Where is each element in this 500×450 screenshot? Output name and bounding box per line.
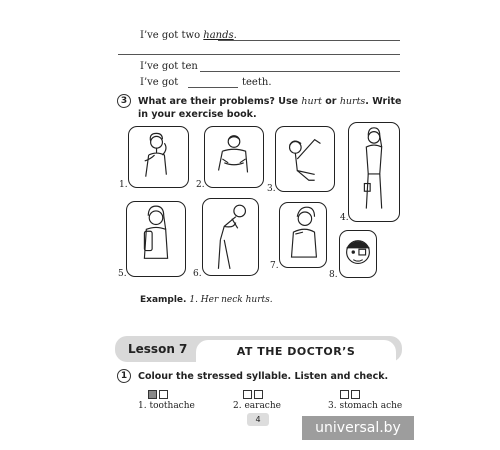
picture-label-8: 8. — [329, 270, 338, 280]
watermark: universal.by — [302, 416, 414, 440]
full-answer-line — [118, 54, 400, 55]
exercise-1-instruction: Colour the stressed syllable. Listen and check. — [138, 371, 389, 382]
picture-label-3: 3. — [267, 184, 276, 194]
line3-suffix: teeth. — [242, 77, 272, 88]
syllable-box-filled[interactable] — [148, 390, 157, 399]
line2-prefix: I’ve got ten — [140, 61, 198, 72]
lesson-title: AT THE DOCTOR’S — [236, 345, 356, 358]
leg-pain-icon — [275, 126, 335, 192]
picture-label-1: 1. — [119, 180, 128, 190]
picture-label-4: 4. — [340, 213, 349, 223]
picture-label-7: 7. — [270, 261, 279, 271]
instruction-word-hurts: hurts — [339, 96, 366, 107]
line2-answer-line — [200, 71, 400, 72]
example-text: 1. Her neck hurts. — [189, 295, 273, 305]
line1-suffix: . — [233, 30, 237, 41]
page-number: 4 — [247, 413, 269, 426]
shoulder-pain-icon — [279, 202, 327, 268]
line3-answer-line — [188, 87, 238, 88]
top-answer-line — [218, 40, 400, 41]
line3-prefix: I’ve got — [140, 77, 179, 88]
word-earache: 2. earache — [233, 401, 281, 411]
neck-pain-icon — [128, 126, 189, 188]
line1-prefix: I’ve got two — [140, 30, 201, 41]
arm-pain-icon — [126, 201, 186, 277]
word-stomach-ache: 3. stomach ache — [328, 401, 403, 411]
syllable-boxes-1 — [148, 390, 168, 399]
instruction-part-b: or — [325, 96, 337, 107]
sentence-line-3 — [140, 77, 178, 88]
eye-injury-icon — [339, 230, 377, 278]
knee-injury-icon — [348, 122, 400, 222]
lesson-label: Lesson 7 — [128, 342, 188, 356]
syllable-box[interactable] — [243, 390, 252, 399]
syllable-box[interactable] — [159, 390, 168, 399]
instruction-part-a: What are their problems? Use — [138, 96, 299, 107]
back-pain-icon — [202, 198, 259, 276]
syllable-boxes-3 — [340, 390, 360, 399]
example-label: Example. — [140, 295, 187, 305]
stomach-ache-icon — [204, 126, 264, 188]
syllable-box[interactable] — [340, 390, 349, 399]
exercise-3-number: 3 — [117, 94, 131, 108]
instruction-part-c: . Write in your exercise book. — [138, 96, 402, 120]
sentence-line-1 — [140, 30, 237, 41]
exercise-3-instruction — [138, 95, 403, 121]
sentence-line-2 — [140, 61, 198, 72]
example-sentence — [140, 295, 273, 305]
picture-label-2: 2. — [196, 180, 205, 190]
instruction-word-hurt: hurt — [301, 96, 322, 107]
picture-label-5: 5. — [118, 269, 127, 279]
picture-label-6: 6. — [193, 269, 202, 279]
exercise-1-number: 1 — [117, 369, 131, 383]
syllable-box[interactable] — [254, 390, 263, 399]
syllable-box[interactable] — [351, 390, 360, 399]
word-toothache: 1. toothache — [138, 401, 195, 411]
syllable-boxes-2 — [243, 390, 263, 399]
line1-answer: hands — [203, 30, 234, 41]
